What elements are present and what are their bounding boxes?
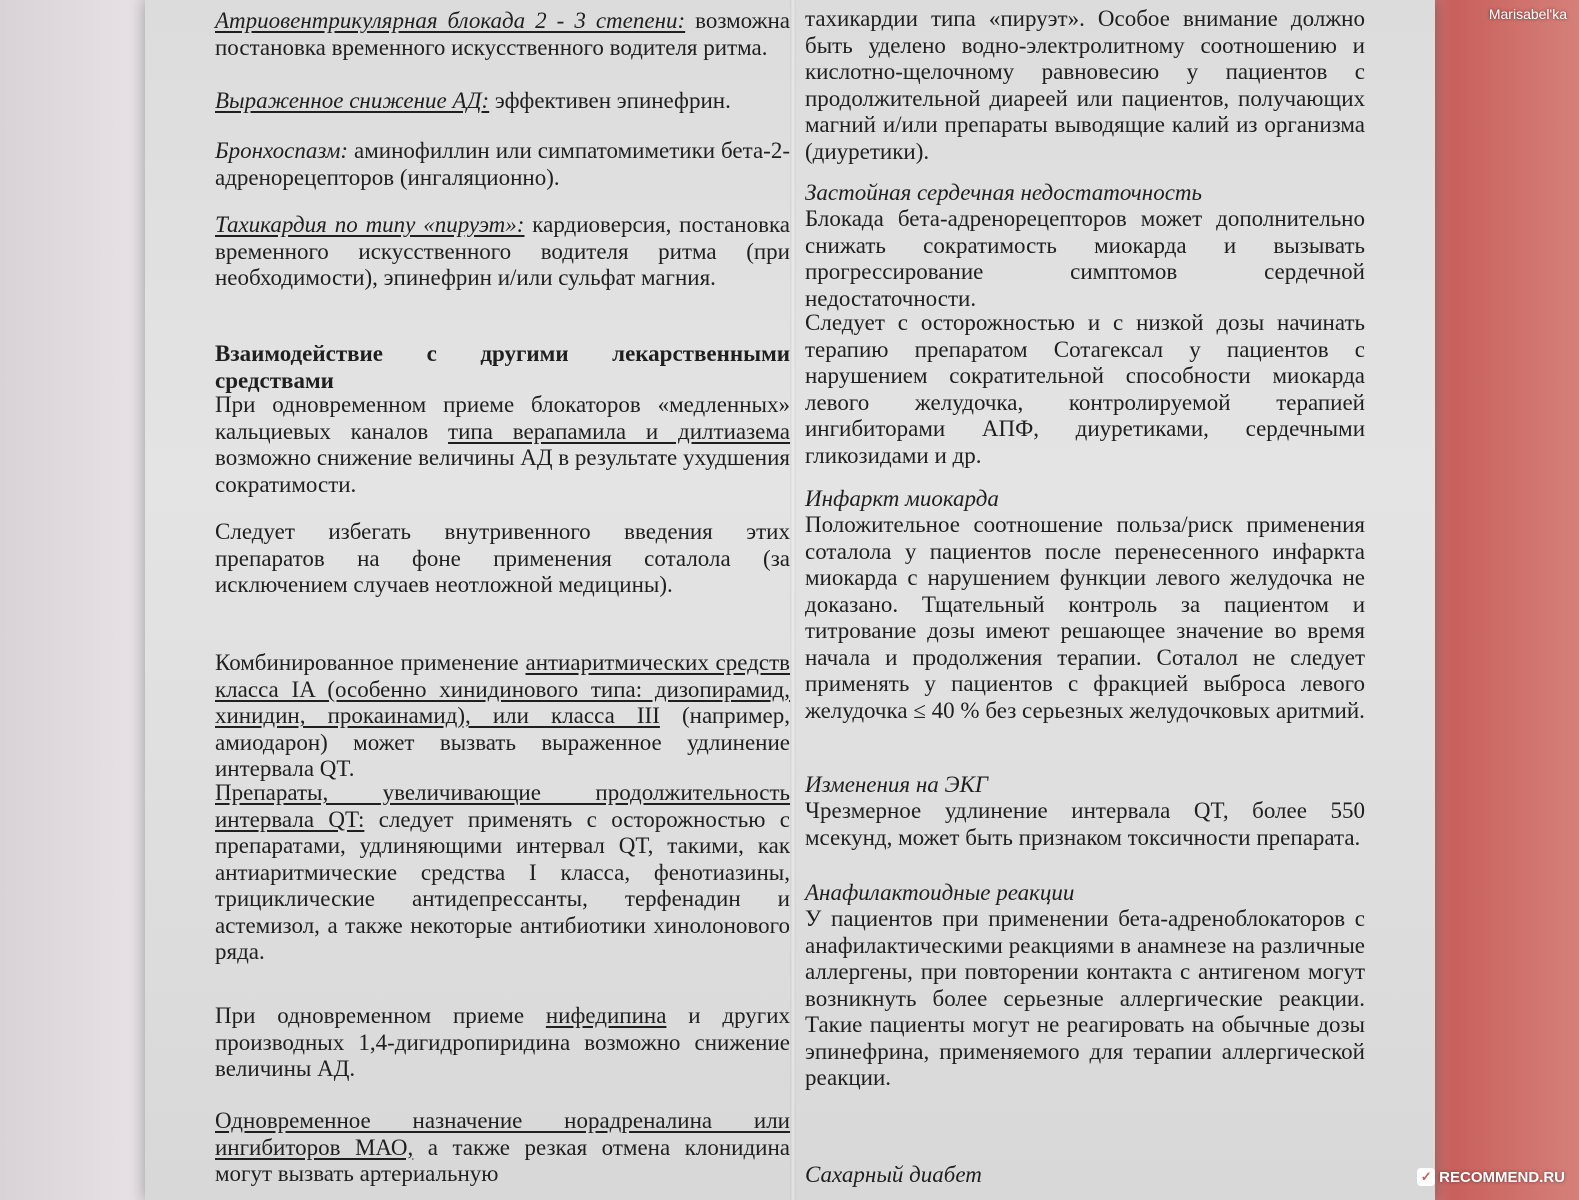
text-run: Комбинированное применение: [215, 650, 526, 675]
text-run: тахикардии типа «пируэт». Особое внимание должно быть уделено водно-электролитному соотношению и кислотно-щелочному равновесию у пациентов с продолжительной диареей или пациентов, получающих магний и/или препараты выводящие калий из организма (диуретики).: [805, 6, 1365, 164]
left-paragraph-calcium-blockers: [215, 392, 790, 498]
column-fold: [790, 0, 796, 1200]
right-subheading-ecg: [805, 772, 1365, 799]
text-run: кардиоверсия, постановка временного искусственного водителя ритма (при необходимости), эпинефрин и/или сульфат магния.: [215, 212, 791, 290]
text-run: антиаритмических средств класса IA (особенно хинидинового типа: дизопирамид, хинидин, прокаинамид), или класса III: [215, 650, 790, 728]
text-run: Одновременное назначение норадреналина или ингибиторов МАО,: [215, 1108, 790, 1160]
text-run: Тахикардия по типу «пируэт»:: [215, 212, 525, 237]
text-run: Инфаркт миокарда: [805, 486, 999, 511]
site-logo: [1417, 1168, 1565, 1186]
text-run: Следует с осторожностью и с низкой дозы начинать терапию препаратом Сотагексал у пациентов с нарушением сократительной способности миокарда левого желудочка, контролируемой терапией ингибиторами АПФ, диуретиками, сердечными гликозидами и др.: [805, 310, 1365, 468]
text-run: Следует избегать внутривенного введения этих препаратов на фоне применения соталола (за исключением случаев неотложной медицины).: [215, 519, 790, 597]
text-run: У пациентов при применении бета-адреноблокаторов с анафилактическими реакциями в анамнезе на различные аллергены, при повторении контакта с антигеном могут возникнуть более серьезные аллергические реакции. Такие пациенты могут не реагировать на обычные дозы эпинефрина, применяемого для терапии аллергической реакции.: [805, 906, 1365, 1090]
right-paragraph-qt-prolongation: [805, 798, 1365, 851]
text-run: эффективен эпинефрин.: [489, 88, 731, 113]
text-run: и других производных 1,4-дигидропиридина возможно снижение величины АД.: [215, 1003, 791, 1081]
text-run: аминофиллин или симпатомиметики бета-2-адренорецепторов (ингаляционно).: [215, 138, 790, 190]
right-paragraph-beta-blockade: [805, 206, 1365, 312]
text-run: возможна постановка временного искусственного водителя ритма.: [215, 8, 790, 60]
left-paragraph-av-block: [215, 8, 790, 61]
text-run: При одновременном приеме: [215, 1003, 546, 1028]
text-run: Препараты, увеличивающие продолжительность интервала QT:: [215, 780, 790, 832]
right-paragraph-electrolytes: [805, 6, 1365, 165]
right-paragraph-anaphylaxis: [805, 906, 1365, 1092]
text-run: следует применять с осторожностью с препаратами, удлиняющими интервал QT, такими, как антиаритмические средства I класса, фенотиазины, трициклические антидепрессанты, терфенадин и астемизол, а также некоторые антибиотики хинолонового ряда.: [215, 806, 790, 964]
left-paragraph-iv-avoid: [215, 519, 790, 599]
right-paragraph-caution: [805, 310, 1365, 469]
left-paragraph-hypotension: [215, 88, 790, 115]
left-paragraph-bronchospasm: [215, 138, 790, 191]
right-subheading-heart-failure: [805, 180, 1365, 207]
text-run: Изменения на ЭКГ: [805, 772, 988, 797]
text-run: Выраженное снижение АД:: [215, 88, 490, 113]
text-run: При одновременном приеме блокаторов «медленных» кальциевых каналов: [215, 392, 790, 444]
text-run: Застойная сердечная недостаточность: [805, 180, 1202, 205]
text-run: Бронхоспазм:: [215, 138, 349, 163]
text-run: типа верапамила и дилтиазема: [448, 418, 790, 444]
right-subheading-myocardial-infarction: [805, 486, 1365, 513]
text-run: Положительное соотношение польза/риск применения соталола у пациентов после перенесенного инфаркта миокарда с нарушением функции левого желудочка не доказано. Тщательный контроль за пациентом и титрование дозы имеют решающее значение во время начала и продолжения терапии. Соталол не следует применять у пациентов с фракцией выброса левого желудочка ≤ 40 % без серьезных желудочковых аритмий.: [805, 512, 1365, 723]
left-paragraph-antiarrhythmics: [215, 650, 790, 783]
text-run: Анафилактоидные реакции: [805, 880, 1075, 905]
text-run: (например, амиодарон) может вызвать выраженное удлинение интервала QT.: [215, 703, 790, 781]
left-paragraph-torsades: [215, 212, 790, 292]
text-run: а также резкая отмена клонидина могут вызвать артериальную: [215, 1134, 790, 1186]
right-subheading-diabetes: [805, 1162, 1365, 1189]
text-run: Взаимодействие с другими лекарственными средствами: [215, 341, 790, 393]
text-run: Сахарный диабет: [805, 1162, 982, 1187]
text-run: Атриовентрикулярная блокада 2 - 3 степени:: [215, 8, 686, 33]
text-run: возможно снижение величины АД в результате ухудшения сократимости.: [215, 445, 790, 497]
left-paragraph-noradrenaline: [215, 1108, 790, 1188]
text-run: нифедипина: [545, 1003, 667, 1028]
text-run: Блокада бета-адренорецепторов может дополнительно снижать сократимость миокарда и вызывать прогрессирование симптомов сердечной недостаточности.: [805, 206, 1365, 311]
right-paragraph-benefit-risk: [805, 512, 1365, 724]
author-watermark: Marisabel'ka: [1488, 6, 1567, 22]
right-subheading-anaphylactoid: [805, 880, 1365, 907]
left-paragraph-nifedipine: [215, 1003, 790, 1083]
text-run: Чрезмерное удлинение интервала QT, более 550 мсекунд, может быть признаком токсичности препарата.: [805, 798, 1365, 850]
logo-text: RECOMMEND.RU: [1439, 1168, 1565, 1186]
section-heading-interactions: [215, 340, 790, 394]
logo-mark-icon: ✓: [1417, 1168, 1435, 1186]
left-paragraph-qt-drugs: [215, 780, 790, 966]
